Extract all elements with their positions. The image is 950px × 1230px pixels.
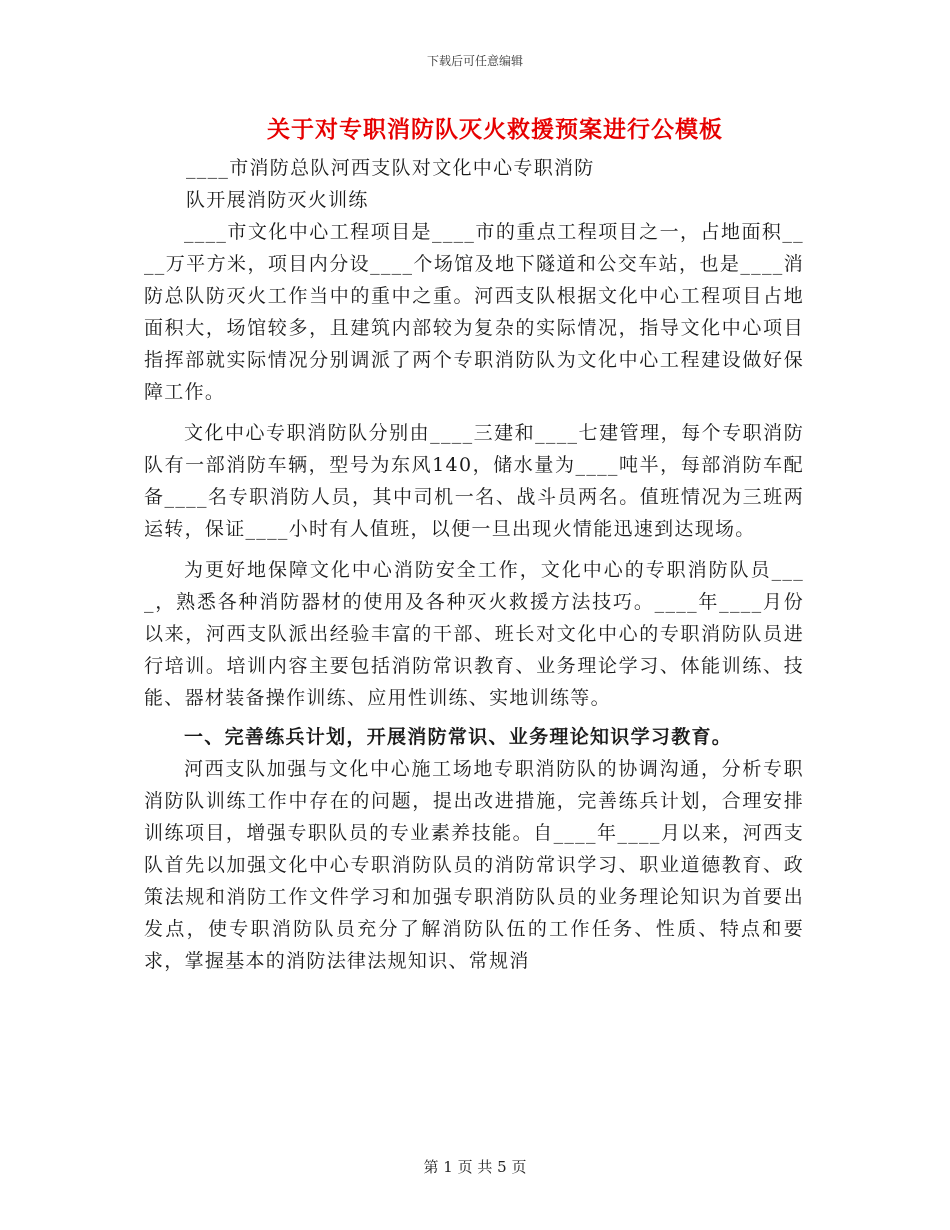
document-title: 关于对专职消防队灭火救援预案进行公模板 [267, 116, 723, 143]
subtitle-line-2: 队开展消防灭火训练 [186, 189, 369, 211]
section-heading: 一、完善练兵计划，开展消防常识、业务理论知识学习教育。 [184, 726, 733, 748]
paragraph-section-one: 河西支队加强与文化中心施工场地专职消防队的协调沟通，分析专职消防队训练工作中存在的问题，提出改进措施，完善练兵计划，合理安排训练项目，增强专职队员的专业素养技能。自____年____月以来，河西支队首先以加强文化中心专职消防队员的消防常识学习、职业道德教育、政策法规和消防工作文件学习和加强专职消防队员的业务理论知识为首要出发点，使专职消防队员充分了解消防队伍的工作任务、性质、特点和要求，掌握基本的消防法律法规知识、常规消 [144, 758, 804, 972]
paragraph-project-overview: ____市文化中心工程项目是____市的重点工程项目之一，占地面积____万平方米，项目内分设____个场馆及地下隧道和公交车站，也是____消防总队防灭火工作当中的重中之重。河西支队根据文化中心工程项目占地面积大，场馆较多，且建筑内部较为复杂的实际情况，指导文化中心项目指挥部就实际情况分别调派了两个专职消防队为文化中心工程建设做好保障工作。 [144, 221, 804, 403]
paragraph-training-content: 为更好地保障文化中心消防安全工作，文化中心的专职消防队员____，熟悉各种消防器材的使用及各种灭火救援方法技巧。____年____月份以来，河西支队派出经验丰富的干部、班长对文化中心的专职消防队员进行培训。培训内容主要包括消防常识教育、业务理论学习、体能训练、技能、器材装备操作训练、应用性训练、实地训练等。 [144, 559, 804, 709]
page-header: 下载后可任意编辑 [426, 54, 523, 68]
paragraph-fire-team-structure: 文化中心专职消防队分别由____三建和____七建管理，每个专职消防队有一部消防车辆，型号为东风140，储水量为____吨半，每部消防车配备____名专职消防人员，其中司机一名、战斗员两名。值班情况为三班两运转，保证____小时有人值班，以便一旦出现火情能迅速到达现场。 [144, 422, 804, 540]
page-number: 第 1 页 共 5 页 [423, 1158, 527, 1176]
document-body [144, 152, 804, 977]
subtitle-line-1: ____市消防总队河西支队对文化中心专职消防 [186, 157, 595, 179]
